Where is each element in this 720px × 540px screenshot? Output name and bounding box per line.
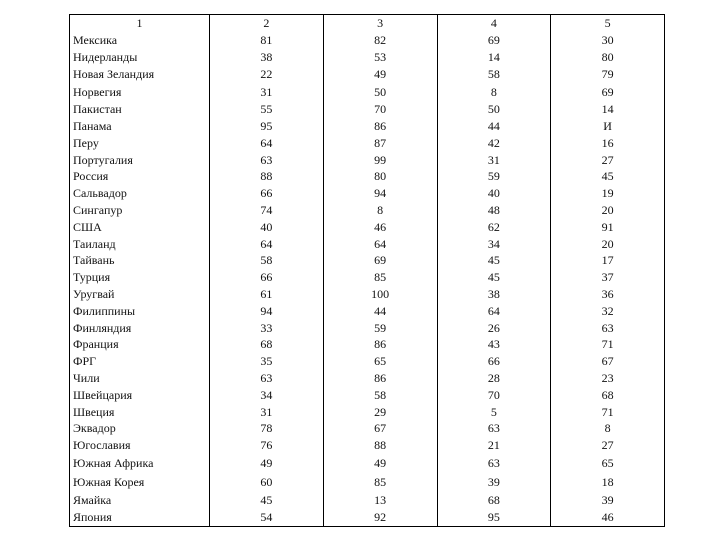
value-cell-col-5: 36 — [551, 286, 665, 303]
value-cell-col-3: 46 — [323, 219, 437, 236]
value-cell-col-3: 64 — [323, 236, 437, 253]
country-cell: Южная Африка — [70, 454, 210, 473]
value-cell-col-4: 63 — [437, 420, 551, 437]
table-row — [70, 387, 665, 404]
value-cell-col-4: 38 — [437, 286, 551, 303]
value-cell-col-5: 20 — [551, 202, 665, 219]
value-cell-col-2: 63 — [210, 370, 324, 387]
table-row — [70, 236, 665, 253]
value-cell-col-5: 30 — [551, 32, 665, 49]
value-cell-col-2: 66 — [210, 185, 324, 202]
value-cell-col-3: 80 — [323, 168, 437, 185]
country-cell: Новая Зеландия — [70, 65, 210, 84]
value-cell-col-5: 27 — [551, 152, 665, 169]
table-row — [70, 492, 665, 509]
value-cell-col-2: 49 — [210, 454, 324, 473]
header-col-3: 3 — [323, 15, 437, 32]
table-row — [70, 404, 665, 421]
country-cell: Чили — [70, 370, 210, 387]
value-cell-col-5: 68 — [551, 387, 665, 404]
value-cell-col-5: 71 — [551, 336, 665, 353]
value-cell-col-3: 67 — [323, 420, 437, 437]
value-cell-col-5: 23 — [551, 370, 665, 387]
table-row — [70, 219, 665, 236]
value-cell-col-2: 34 — [210, 387, 324, 404]
value-cell-col-4: 42 — [437, 135, 551, 152]
value-cell-col-2: 64 — [210, 236, 324, 253]
value-cell-col-3: 94 — [323, 185, 437, 202]
value-cell-col-3: 53 — [323, 49, 437, 66]
value-cell-col-2: 66 — [210, 269, 324, 286]
value-cell-col-4: 62 — [437, 219, 551, 236]
table-row — [70, 473, 665, 492]
value-cell-col-4: 63 — [437, 454, 551, 473]
country-cell: Югославия — [70, 437, 210, 454]
table-row — [70, 32, 665, 49]
value-cell-col-4: 34 — [437, 236, 551, 253]
value-cell-col-2: 64 — [210, 135, 324, 152]
value-cell-col-3: 87 — [323, 135, 437, 152]
value-cell-col-5: 65 — [551, 454, 665, 473]
value-cell-col-5: 91 — [551, 219, 665, 236]
country-cell: Норвегия — [70, 84, 210, 101]
country-cell: Уругвай — [70, 286, 210, 303]
table-row — [70, 65, 665, 84]
value-cell-col-5: 20 — [551, 236, 665, 253]
header-col-2: 2 — [210, 15, 324, 32]
value-cell-col-2: 88 — [210, 168, 324, 185]
value-cell-col-2: 38 — [210, 49, 324, 66]
value-cell-col-4: 43 — [437, 336, 551, 353]
table-row — [70, 269, 665, 286]
value-cell-col-3: 70 — [323, 101, 437, 118]
value-cell-col-3: 13 — [323, 492, 437, 509]
table-row — [70, 135, 665, 152]
value-cell-col-4: 8 — [437, 84, 551, 101]
country-data-table-container — [69, 14, 664, 527]
table-row — [70, 336, 665, 353]
value-cell-col-5: 16 — [551, 135, 665, 152]
value-cell-col-4: 40 — [437, 185, 551, 202]
table-row — [70, 370, 665, 387]
value-cell-col-2: 60 — [210, 473, 324, 492]
country-cell: Ямайка — [70, 492, 210, 509]
table-row — [70, 320, 665, 337]
value-cell-col-4: 14 — [437, 49, 551, 66]
value-cell-col-3: 86 — [323, 336, 437, 353]
table-row — [70, 202, 665, 219]
country-cell: Южная Корея — [70, 473, 210, 492]
country-cell: Сингапур — [70, 202, 210, 219]
value-cell-col-3: 85 — [323, 473, 437, 492]
value-cell-col-4: 45 — [437, 269, 551, 286]
value-cell-col-4: 31 — [437, 152, 551, 169]
table-row — [70, 509, 665, 526]
value-cell-col-2: 61 — [210, 286, 324, 303]
value-cell-col-5: 17 — [551, 252, 665, 269]
table-row — [70, 101, 665, 118]
country-cell: Тайвань — [70, 252, 210, 269]
table-row — [70, 49, 665, 66]
value-cell-col-5: 27 — [551, 437, 665, 454]
value-cell-col-2: 31 — [210, 84, 324, 101]
value-cell-col-3: 86 — [323, 118, 437, 135]
value-cell-col-5: 45 — [551, 168, 665, 185]
value-cell-col-2: 40 — [210, 219, 324, 236]
value-cell-col-2: 54 — [210, 509, 324, 526]
country-cell: Франция — [70, 336, 210, 353]
value-cell-col-3: 8 — [323, 202, 437, 219]
value-cell-col-3: 49 — [323, 454, 437, 473]
value-cell-col-5: 63 — [551, 320, 665, 337]
header-col-1: 1 — [70, 15, 210, 32]
country-cell: Эквадор — [70, 420, 210, 437]
value-cell-col-4: 21 — [437, 437, 551, 454]
value-cell-col-5: 80 — [551, 49, 665, 66]
value-cell-col-2: 33 — [210, 320, 324, 337]
value-cell-col-4: 39 — [437, 473, 551, 492]
value-cell-col-3: 49 — [323, 65, 437, 84]
value-cell-col-3: 99 — [323, 152, 437, 169]
value-cell-col-3: 100 — [323, 286, 437, 303]
value-cell-col-3: 92 — [323, 509, 437, 526]
value-cell-col-3: 65 — [323, 353, 437, 370]
value-cell-col-4: 50 — [437, 101, 551, 118]
value-cell-col-2: 31 — [210, 404, 324, 421]
value-cell-col-4: 59 — [437, 168, 551, 185]
value-cell-col-2: 74 — [210, 202, 324, 219]
value-cell-col-5: 69 — [551, 84, 665, 101]
value-cell-col-4: 68 — [437, 492, 551, 509]
table-row — [70, 454, 665, 473]
value-cell-col-5: 71 — [551, 404, 665, 421]
table-row — [70, 168, 665, 185]
value-cell-col-2: 22 — [210, 65, 324, 84]
value-cell-col-2: 68 — [210, 336, 324, 353]
table-header — [70, 15, 665, 32]
value-cell-col-3: 58 — [323, 387, 437, 404]
value-cell-col-2: 63 — [210, 152, 324, 169]
value-cell-col-2: 76 — [210, 437, 324, 454]
table-row — [70, 286, 665, 303]
country-cell: Швеция — [70, 404, 210, 421]
value-cell-col-4: 5 — [437, 404, 551, 421]
value-cell-col-4: 28 — [437, 370, 551, 387]
country-cell: Панама — [70, 118, 210, 135]
value-cell-col-4: 44 — [437, 118, 551, 135]
value-cell-col-5: 46 — [551, 509, 665, 526]
value-cell-col-3: 82 — [323, 32, 437, 49]
value-cell-col-2: 45 — [210, 492, 324, 509]
country-cell: Нидерланды — [70, 49, 210, 66]
country-cell: Россия — [70, 168, 210, 185]
value-cell-col-2: 81 — [210, 32, 324, 49]
value-cell-col-4: 69 — [437, 32, 551, 49]
value-cell-col-4: 95 — [437, 509, 551, 526]
country-data-table — [69, 14, 665, 527]
table-body — [70, 32, 665, 526]
value-cell-col-5: 18 — [551, 473, 665, 492]
table-row — [70, 185, 665, 202]
table-row — [70, 118, 665, 135]
table-row — [70, 420, 665, 437]
country-cell: Финляндия — [70, 320, 210, 337]
value-cell-col-5: 8 — [551, 420, 665, 437]
value-cell-col-3: 86 — [323, 370, 437, 387]
value-cell-col-5: 14 — [551, 101, 665, 118]
value-cell-col-4: 58 — [437, 65, 551, 84]
value-cell-col-5: 39 — [551, 492, 665, 509]
country-cell: Сальвадор — [70, 185, 210, 202]
value-cell-col-3: 29 — [323, 404, 437, 421]
value-cell-col-2: 94 — [210, 303, 324, 320]
value-cell-col-4: 48 — [437, 202, 551, 219]
value-cell-col-3: 69 — [323, 252, 437, 269]
country-cell: Швейцария — [70, 387, 210, 404]
value-cell-col-4: 64 — [437, 303, 551, 320]
value-cell-col-3: 44 — [323, 303, 437, 320]
country-cell: Филиппины — [70, 303, 210, 320]
value-cell-col-4: 45 — [437, 252, 551, 269]
country-cell: ФРГ — [70, 353, 210, 370]
country-cell: Таиланд — [70, 236, 210, 253]
value-cell-col-3: 50 — [323, 84, 437, 101]
value-cell-col-2: 55 — [210, 101, 324, 118]
header-col-4: 4 — [437, 15, 551, 32]
value-cell-col-2: 78 — [210, 420, 324, 437]
header-col-5: 5 — [551, 15, 665, 32]
country-cell: Мексика — [70, 32, 210, 49]
country-cell: Япония — [70, 509, 210, 526]
value-cell-col-5: 67 — [551, 353, 665, 370]
value-cell-col-5: 32 — [551, 303, 665, 320]
table-row — [70, 303, 665, 320]
value-cell-col-2: 95 — [210, 118, 324, 135]
table-row — [70, 84, 665, 101]
value-cell-col-5: 19 — [551, 185, 665, 202]
table-row — [70, 252, 665, 269]
value-cell-col-3: 85 — [323, 269, 437, 286]
value-cell-col-5: 79 — [551, 65, 665, 84]
value-cell-col-5: 37 — [551, 269, 665, 286]
country-cell: Пакистан — [70, 101, 210, 118]
country-cell: Турция — [70, 269, 210, 286]
country-cell: США — [70, 219, 210, 236]
table-row — [70, 152, 665, 169]
value-cell-col-2: 35 — [210, 353, 324, 370]
table-row — [70, 353, 665, 370]
value-cell-col-3: 59 — [323, 320, 437, 337]
header-row — [70, 15, 665, 32]
value-cell-col-4: 66 — [437, 353, 551, 370]
country-cell: Португалия — [70, 152, 210, 169]
value-cell-col-5: И — [551, 118, 665, 135]
value-cell-col-2: 58 — [210, 252, 324, 269]
country-cell: Перу — [70, 135, 210, 152]
value-cell-col-3: 88 — [323, 437, 437, 454]
value-cell-col-4: 70 — [437, 387, 551, 404]
value-cell-col-4: 26 — [437, 320, 551, 337]
table-row — [70, 437, 665, 454]
